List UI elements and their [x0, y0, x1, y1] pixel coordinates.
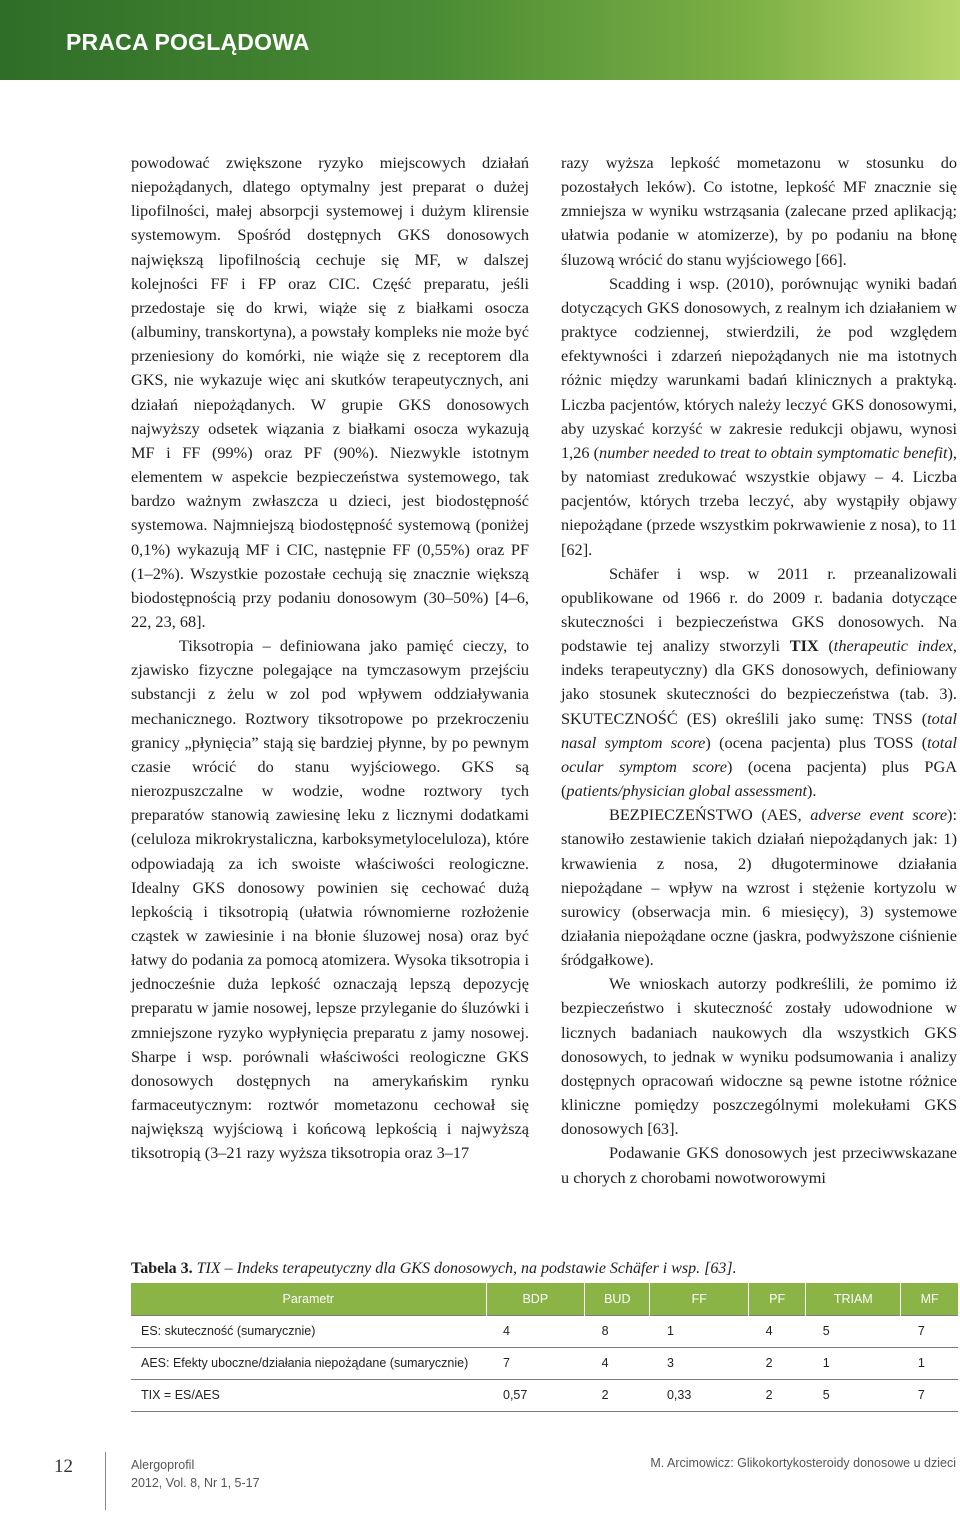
page-number: 12 — [54, 1456, 73, 1477]
table-cell: 7 — [901, 1315, 958, 1347]
left-column — [131, 151, 529, 1166]
header-cell: TRIAM — [806, 1283, 901, 1315]
footer-divider — [105, 1452, 106, 1510]
section-title: PRACA POGLĄDOWA — [66, 29, 310, 55]
journal-issue: 2012, Vol. 8, Nr 1, 5-17 — [131, 1476, 260, 1490]
table-cell: 4 — [585, 1347, 650, 1379]
table-cell: TIX = ES/AES — [131, 1379, 486, 1411]
paragraph: BEZPIECZEŃSTWO (AES, adverse event score): stanowiło zestawienie takich działań niepożądanych jak: 1) krwawienia z nosa, 2) długoterminowe działania niepożądane – wpływ na wzrost i stężenie kortyzolu w surowicy (obserwacja min. 6 miesięcy), 3) systemowe działania niepożądane oczne (jaskra, podwyższone ciśnienie śródgałkowe). — [561, 805, 957, 970]
paragraph: powodować zwiększone ryzyko miejscowych działań niepożądanych, dlatego optymalny jest preparat o dużej lipofilności, małej absorpcji systemowej i dużym klirensie systemowym. Spośród dostępnych GKS donosowych największą lipofilnością cechuje się MF, w dalszej kolejności FF i FP oraz CIC. Część preparatu, jeśli przedostaje się do krwi, wiąże się z białkami osocza (albuminy, transkortyna), a powstały kompleks nie może być przeniesiony do komórki, nie wiąże się z receptorem dla GKS, nie wykazuje więc ani skutków terapeutycznych, ani działań niepożądanych. W grupie GKS donosowych najwyższy odsetek wiązania z białkami osocza wykazują MF i FF (99%) oraz PF (90%). Niezwykle istotnym elementem w aspekcie bezpieczeństwa systemowego, tak bardzo ważnym zwłaszcza u dzieci, jest biodostępność systemowa. Najmniejszą biodostępność systemową (poniżej 0,1%) wykazują MF i CIC, następnie FF (0,55%) oraz PF (1–2%). Wszystkie pozostałe cechują się znacznie większą biodostępnością przy podaniu donosowym (30–50%) [4–6, 22, 23, 68]. — [131, 153, 529, 631]
paragraph: Tiksotropia – definiowana jako pamięć cieczy, to zjawisko fizyczne polegające na tymczasowym przejściu substancji z żelu w zol pod wpływem oddziaływania mechanicznego. Roztwory tiksotropowe po przekroczeniu granicy „płynięcia” stają się bardziej płynne, by po pewnym czasie wrócić do stanu wyjściowego. GKS są nierozpuszczalne w wodzie, wodne roztwory tych preparatów stanowią zawiesinę leku z licznymi dodatkami (celuloza mikrokrystaliczna, karboksymetyloceluloza), które odpowiadają za ich swoiste właściwości reologiczne. Idealny GKS donosowy powinien się cechować dużą lepkością i tiksotropią (ułatwia równomierne rozłożenie cząstek w zawiesinie i na błonie śluzowej nosa) oraz być łatwy do podania za pomocą atomizera. Wysoka tiksotropia i jednocześnie duża lepkość oznaczają lepszą depozycję preparatu w jamie nosowej, lepsze przyleganie do śluzówki i zmniejszone ryzyko wypłynięcia preparatu z jamy nosowej. Sharpe i wsp. porównali właściwości reologiczne GKS donosowych dostępnych na amerykańskim rynku farmaceutycznym: roztwór mometazonu cechował się największą wyjściową i końcową lepkością i najwyższą tiksotropią (3–21 razy wyższa tiksotropia oraz 3–17 — [131, 636, 529, 1163]
table-cell: 4 — [486, 1315, 585, 1347]
table-cell: 3 — [650, 1347, 749, 1379]
header-cell: Parametr — [131, 1283, 486, 1315]
right-column — [561, 151, 957, 1190]
table-cell: 5 — [806, 1315, 901, 1347]
journal-name: Alergoprofil — [131, 1458, 195, 1472]
journal-info — [131, 1456, 260, 1492]
table-cell: 2 — [585, 1379, 650, 1411]
table-caption — [131, 1259, 931, 1279]
header-cell: BDP — [486, 1283, 585, 1315]
paragraph: Scadding i wsp. (2010), porównując wyniki badań dotyczących GKS donosowych, z realnym ich działaniem w praktyce codziennej, stwierdzili, że pod względem efektywności i zdarzeń niepożądanych nie ma istotnych różnic między warunkami badań klinicznych a praktyką. Liczba pacjentów, których należy leczyć GKS donosowymi, aby uzyskać korzyść w zakresie redukcji objawu, wynosi 1,26 (number needed to treat to obtain symptomatic benefit), by natomiast zredukować wszystkie objawy – 4. Liczba pacjentów, których trzeba leczyć, aby wystąpiły objawy niepożądane (przede wszystkim pokrwawienie z nosa), to 11 [62]. — [561, 273, 957, 559]
tix-table — [131, 1283, 958, 1412]
table-cell: 0,57 — [486, 1379, 585, 1411]
table-header-row — [131, 1283, 958, 1315]
table-cell: 2 — [749, 1379, 806, 1411]
paragraph: Podawanie GKS donosowych jest przeciwwskazane u chorych z chorobami nowotworowymi — [561, 1143, 957, 1187]
table-row — [131, 1347, 958, 1379]
header-bar — [0, 0, 960, 80]
table-row — [131, 1315, 958, 1347]
table-cell: 1 — [806, 1347, 901, 1379]
table-cell: AES: Efekty uboczne/działania niepożądane (sumarycznie) — [131, 1347, 486, 1379]
paragraph: razy wyższa lepkość mometazonu w stosunku do pozostałych leków). Co istotne, lepkość MF znacznie się zmniejsza w wyniku wstrząsania (zalecane przed aplikacją; ułatwia podanie w atomizerze), by po podaniu na błonę śluzową wrócić do stanu wyjściowego [66]. — [561, 153, 957, 269]
header-cell: PF — [749, 1283, 806, 1315]
paragraph: We wnioskach autorzy podkreślili, że pomimo iż bezpieczeństwo i skuteczność zostały udowodnione w licznych badaniach naukowych dla wszystkich GKS donosowych, to jednak w wyniku podsumowania i analizy dostępnych opracowań widoczne są pewne istotne różnice kliniczne pomiędzy poszczególnymi molekułami GKS donosowych [63]. — [561, 974, 957, 1139]
table-cell: 1 — [901, 1347, 958, 1379]
table-cell: 0,33 — [650, 1379, 749, 1411]
table-caption-text: TIX – Indeks terapeutyczny dla GKS donosowych, na podstawie Schäfer i wsp. [63]. — [196, 1260, 737, 1277]
table-cell: 8 — [585, 1315, 650, 1347]
running-author: M. Arcimowicz: Glikokortykosteroidy donosowe u dzieci — [650, 1456, 956, 1470]
table-cell: 5 — [806, 1379, 901, 1411]
table-cell: 1 — [650, 1315, 749, 1347]
table-cell: 7 — [901, 1379, 958, 1411]
header-cell: MF — [901, 1283, 958, 1315]
header-cell: FF — [650, 1283, 749, 1315]
table-cell: 7 — [486, 1347, 585, 1379]
header-cell: BUD — [585, 1283, 650, 1315]
table-cell: 2 — [749, 1347, 806, 1379]
paragraph: Schäfer i wsp. w 2011 r. przeanalizowali opublikowane od 1966 r. do 2009 r. badania dotyczące skuteczności i bezpieczeństwa GKS donosowych. Na podstawie tej analizy stworzyli TIX (therapeutic index, indeks terapeutyczny) dla GKS donosowych, definiowany jako stosunek skuteczności do bezpieczeństwa (tab. 3). SKUTECZNOŚĆ (ES) określili jako sumę: TNSS (total nasal symptom score) (ocena pacjenta) plus TOSS (total ocular symptom score) (ocena pacjenta) plus PGA (patients/physician global assessment). — [561, 563, 957, 801]
table-cell: 4 — [749, 1315, 806, 1347]
table-cell: ES: skuteczność (sumarycznie) — [131, 1315, 486, 1347]
table-row — [131, 1379, 958, 1411]
table-caption-label: Tabela 3. — [131, 1260, 193, 1277]
